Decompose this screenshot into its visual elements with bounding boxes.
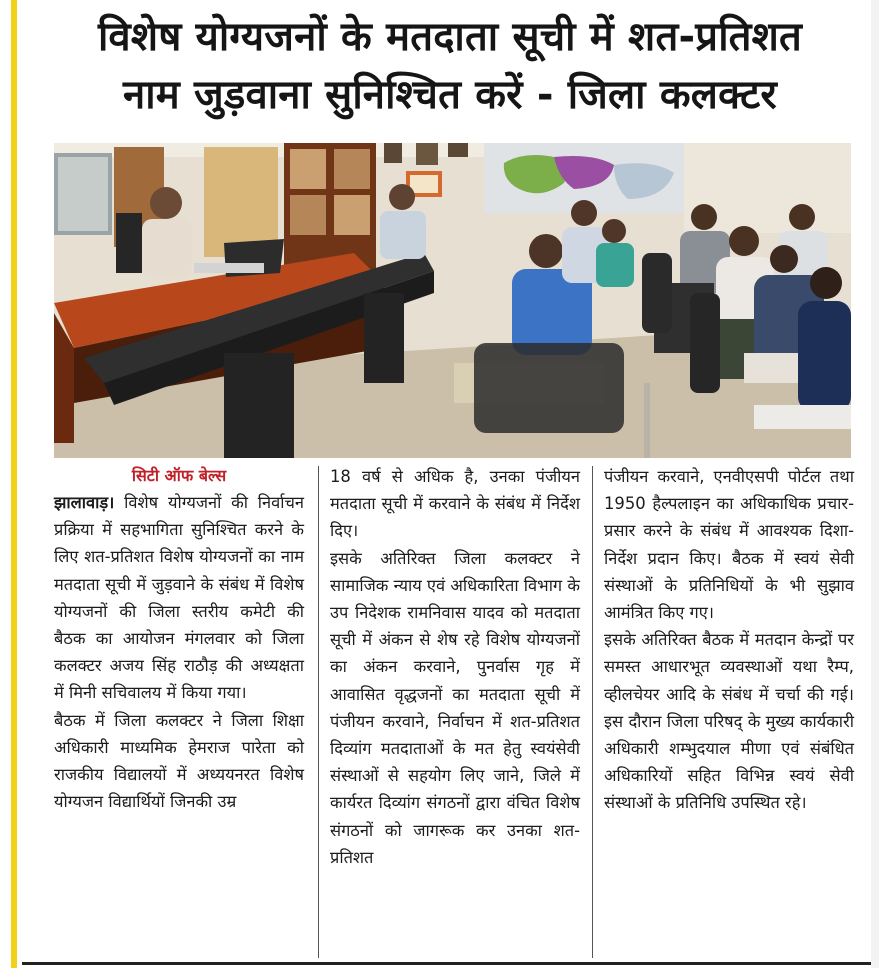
paragraph-5: पंजीयन करवाने, एनवीएसपी पोर्टल तथा 1950 हैल्पलाइन का अधिकाधिक प्रचार-प्रसार करने के संबंध में आवश्यक दिशा-निर्देश प्रदान किए। बैठक में स्वयं सेवी संस्थाओं के प्रतिनिधियों के भी सुझाव आमंत्रित किए गए। [604, 467, 854, 623]
column-divider-2 [592, 466, 593, 958]
article-column-3 [604, 463, 854, 817]
article-body [52, 463, 862, 963]
paragraph-3: 18 वर्ष से अधिक है, उनका पंजीयन मतदाता सूची में करवाने के संबंध में निर्देश दिए। [330, 467, 580, 541]
paragraph-4: इसके अतिरिक्त जिला कलक्टर ने सामाजिक न्याय एवं अधिकारिता विभाग के उप निदेशक रामनिवास यादव को मतदाता सूची में अंकन से शेष रहे विशेष योग्यजनों का अंकन करवाने, पुनर्वास गृह में आवासित वृद्धजनों का मतदाता सूची में पंजीयन करवाने, निर्वाचन में शत-प्रतिशत दिव्यांग मतदाताओं के मत हेतु स्वयंसेवी संस्थाओं से सहयोग लिए जाने, जिले में कार्यरत दिव्यांग संगठनों द्वारा वंचित विशेष संगठनों को जागरूक कर उनका शत-प्रतिशत [330, 548, 580, 867]
page-edge-right [871, 0, 879, 968]
bottom-rule [22, 962, 871, 965]
headline-line-2: नाम जुड़वाना सुनिश्चित करें - जिला कलक्टर [123, 72, 777, 118]
dateline: झालावाड़। [54, 493, 115, 512]
article-column-1 [54, 463, 304, 815]
byline: सिटी ऑफ बेल्स [131, 466, 227, 485]
article-column-2 [330, 463, 580, 871]
paragraph-1-text: विशेष योग्यजनों की निर्वाचन प्रक्रिया में सहभागिता सुनिश्चित करने के लिए शत-प्रतिशत विशेष योग्यजनों का नाम मतदाता सूची में जुड़वाने के संबंध में विशेष योग्यजनों की जिला स्तरीय कमेटी की बैठक का आयोजन मंगलवार को जिला कलक्टर अजय सिंह राठौड़ की अध्यक्षता में मिनी सचिवालय में किया गया। [54, 493, 305, 703]
paragraph-1 [54, 489, 304, 707]
column-divider-1 [318, 466, 319, 958]
paragraph-6: इसके अतिरिक्त बैठक में मतदान केन्द्रों पर समस्त आधारभूत व्यवस्थाओं यथा रैम्प, व्हीलचेयर आदि के संबंध में चर्चा की गई। इस दौरान जिला परिषद् के मुख्य कार्यकारी अधिकारी शम्भुदयाल मीणा एवं संबंधित अधिकारियों सहित विभिन्न स्वयं सेवी संस्थाओं के प्रतिनिधि उपस्थित रहे। [604, 630, 854, 813]
meeting-photo [54, 143, 851, 458]
meeting-photo-illustration [54, 143, 851, 458]
accent-bar [11, 0, 17, 968]
headline [40, 8, 860, 124]
headline-line-1: विशेष योग्यजनों के मतदाता सूची में शत-प्रतिशत [98, 14, 802, 60]
page-edge-strip [0, 0, 22, 968]
paragraph-2: बैठक में जिला कलक्टर ने जिला शिक्षा अधिकारी माध्यमिक हेमराज पारेता को राजकीय विद्यालयों में अध्ययनरत विशेष योग्यजन विद्यार्थियों जिनकी उम्र [54, 710, 304, 812]
